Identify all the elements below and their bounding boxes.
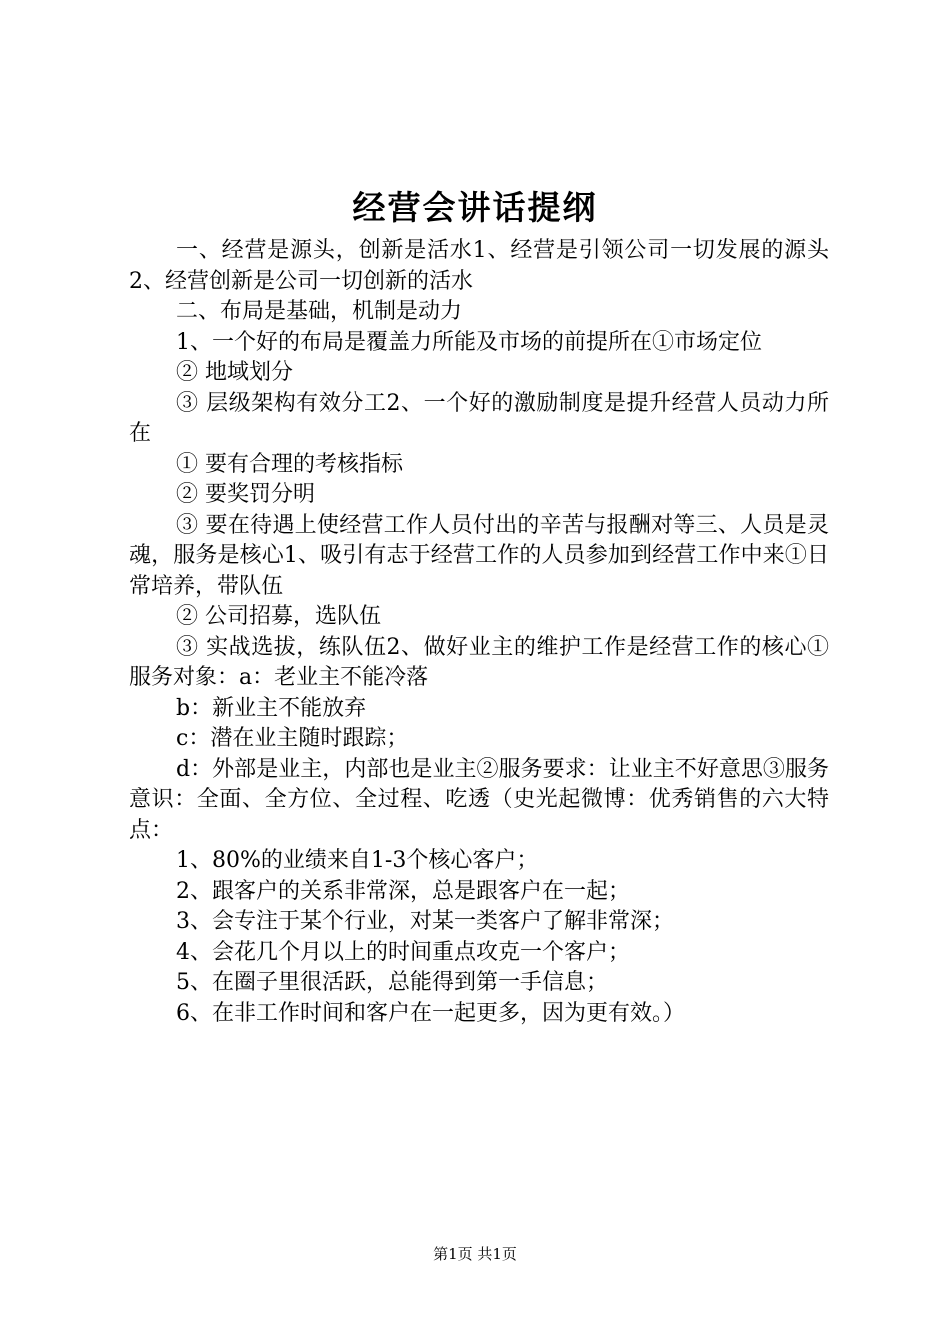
paragraph: 一、经营是源头，创新是活水1、经营是引领公司一切发展的源头2、经营创新是公司一切创新的活水	[129, 238, 829, 294]
paragraph: c：潜在业主随时跟踪；	[176, 726, 409, 751]
paragraph: 5、在圈子里很活跃，总能得到第一手信息；	[176, 970, 608, 995]
paragraph: ① 要有合理的考核指标	[176, 451, 403, 477]
paragraph: ③ 实战选拔，练队伍2、做好业主的维护工作是经营工作的核心①服务对象：a：老业主不能冷落	[129, 634, 829, 690]
paragraph: 2、跟客户的关系非常深，总是跟客户在一起；	[176, 878, 630, 904]
paragraph: ③ 层级架构有效分工2、一个好的激励制度是提升经营人员动力所在	[129, 390, 829, 446]
document-body	[129, 236, 829, 1029]
paragraph: 4、会花几个月以上的时间重点攻克一个客户；	[176, 939, 630, 965]
paragraph: ③ 要在待遇上使经营工作人员付出的辛苦与报酬对等三、人员是灵魂，服务是核心1、吸引有志于经营工作的人员参加到经营工作中来①日常培养，带队伍	[129, 512, 829, 599]
paragraph: ② 地域划分	[176, 360, 293, 385]
paragraph: ② 要奖罚分明	[176, 482, 315, 507]
paragraph: d：外部是业主，内部也是业主②服务要求：让业主不好意思③服务意识：全面、全方位、全过程、吃透（史光起微博：优秀销售的六大特点：	[129, 756, 829, 843]
paragraph: 3、会专注于某个行业，对某一类客户了解非常深；	[176, 909, 674, 934]
paragraph: 6、在非工作时间和客户在一起更多，因为更有效。）	[176, 1000, 685, 1026]
paragraph: 1、80%的业绩来自1-3个核心客户；	[176, 848, 539, 873]
paragraph: 二、布局是基础，机制是动力	[176, 299, 463, 324]
document-title: 经营会讲话提纲	[352, 188, 598, 227]
paragraph: ② 公司招募，选队伍	[176, 604, 381, 629]
page-footer: 第1页 共1页	[433, 1245, 517, 1263]
paragraph: 1、一个好的布局是覆盖力所能及市场的前提所在①市场定位	[176, 329, 762, 355]
paragraph: b：新业主不能放弃	[176, 695, 367, 721]
